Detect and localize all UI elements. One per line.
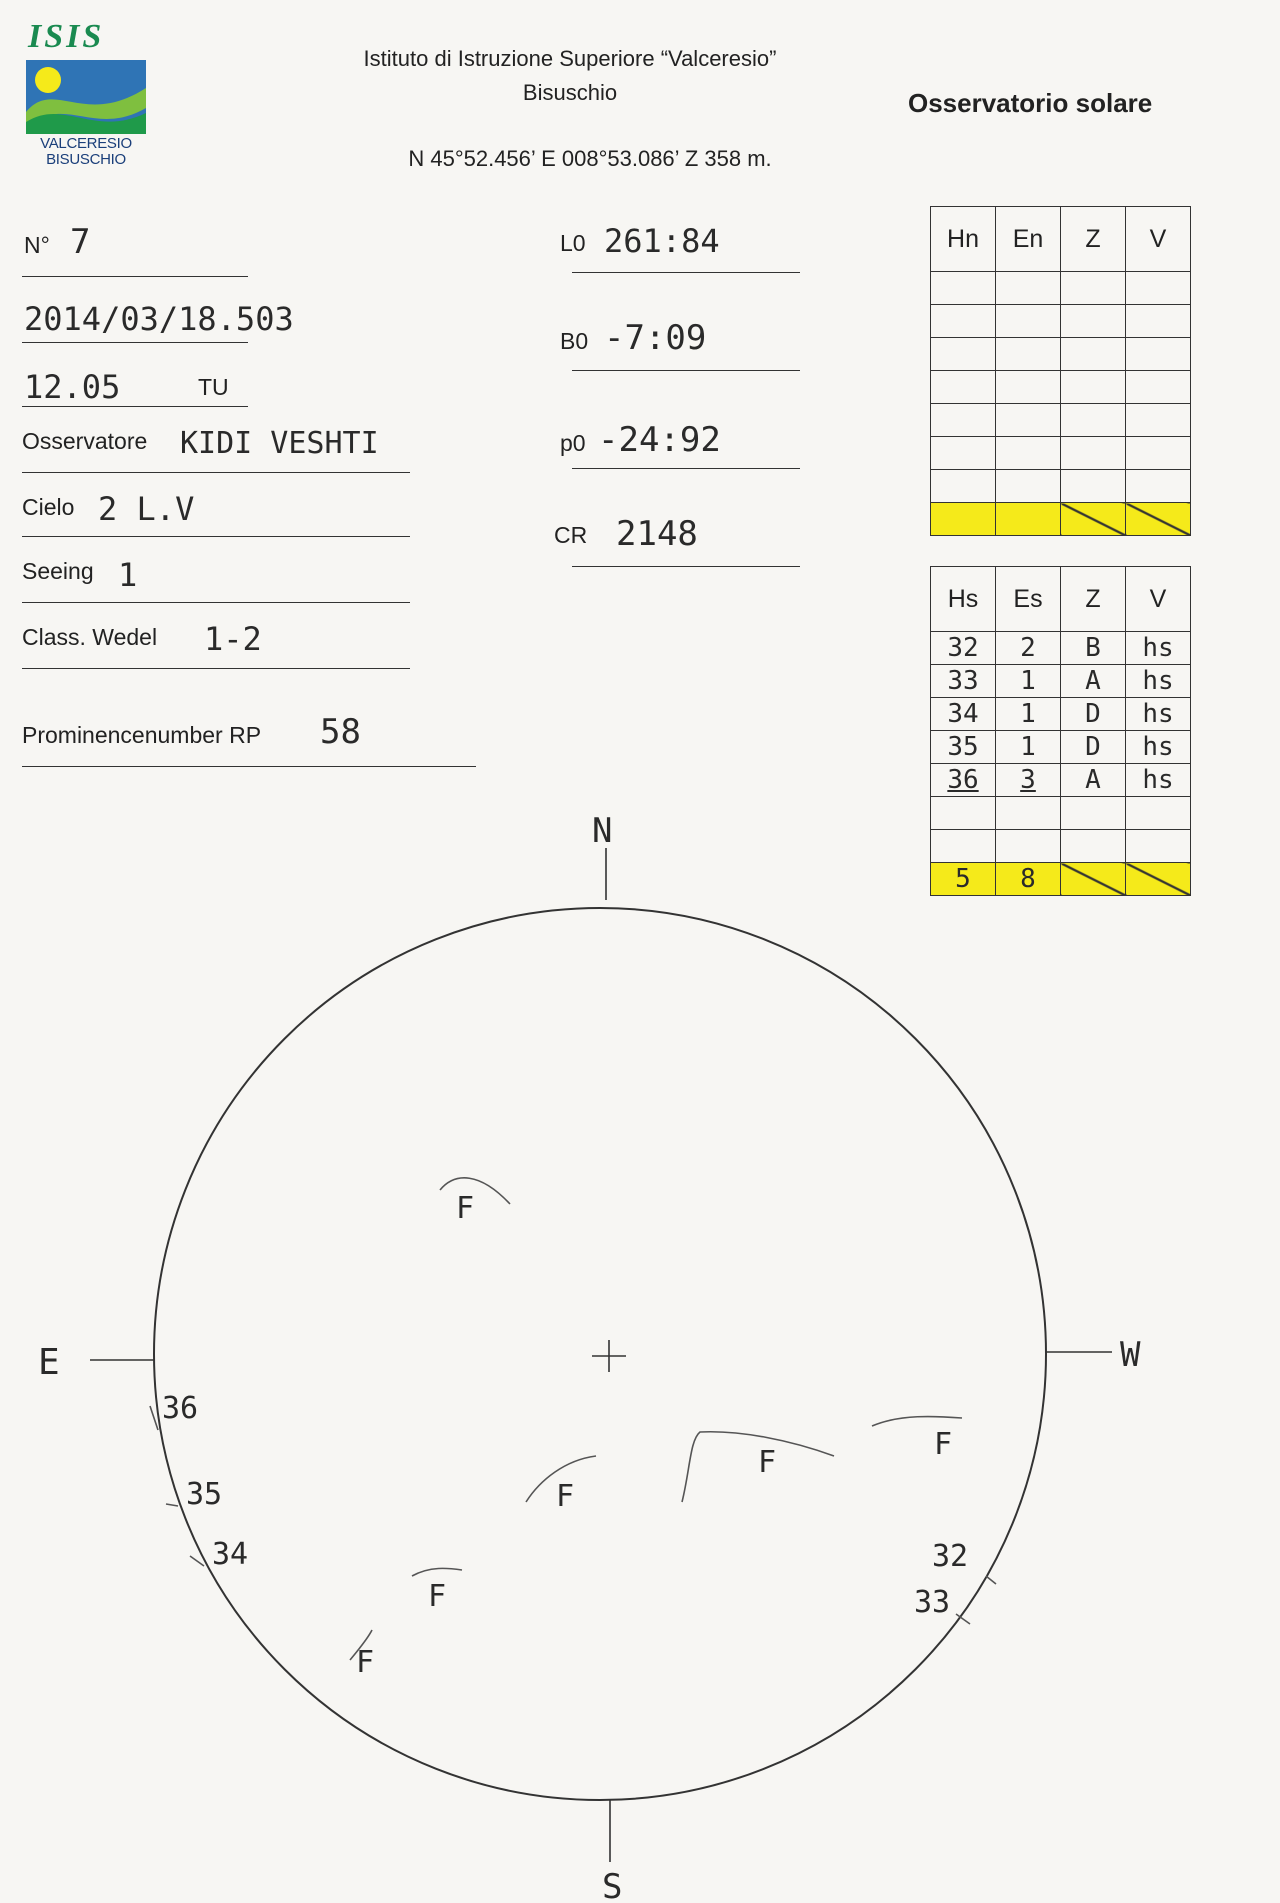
prominence-mark-35: [166, 1504, 178, 1506]
north-total-z: [1061, 503, 1126, 536]
filament-label: F: [356, 1645, 375, 1680]
table-row: [931, 731, 1191, 764]
cell-z: D: [1061, 731, 1126, 764]
table-row: [931, 272, 1191, 305]
school-logo: [24, 18, 148, 178]
header-es: Es: [996, 567, 1061, 632]
filament-curve-5: [412, 1568, 462, 1576]
number-value: 7: [70, 222, 91, 262]
l0-value: 261:84: [604, 222, 720, 260]
l0-label: L0: [560, 230, 586, 256]
observer-underline: [22, 472, 410, 473]
cell-z: B: [1061, 632, 1126, 665]
logo-emblem-icon: [24, 58, 148, 136]
cell-hs: 32: [931, 632, 996, 665]
date-value: 2014/03/18.503: [24, 300, 294, 338]
table-row: [931, 764, 1191, 797]
north-total-h: [931, 503, 996, 536]
table-header-row: [931, 207, 1191, 272]
cell-es: 1: [996, 731, 1061, 764]
table-row: [931, 470, 1191, 503]
time-value: 12.05: [24, 368, 121, 406]
seeing-underline: [22, 602, 410, 603]
cr-underline: [572, 566, 800, 567]
sky-label: Cielo: [22, 494, 75, 520]
observer-value: KIDI VESHTI: [180, 426, 379, 461]
cell-v: hs: [1126, 665, 1191, 698]
west-label: W: [1120, 1335, 1141, 1375]
table-row: [931, 371, 1191, 404]
cell-v: hs: [1126, 764, 1191, 797]
table-row: [931, 665, 1191, 698]
prominence-label-36: 36: [162, 1391, 199, 1426]
school-name: Istituto di Istruzione Superiore “Valceresio”: [363, 46, 777, 71]
cell-es: 3: [996, 764, 1061, 797]
header-en: En: [996, 207, 1061, 272]
cell-es: 1: [996, 665, 1061, 698]
l0-underline: [572, 272, 800, 273]
wedel-label: Class. Wedel: [22, 624, 158, 650]
cell-hs: 34: [931, 698, 996, 731]
prominence-label-34: 34: [212, 1537, 249, 1572]
filament-labels: [356, 1191, 952, 1680]
header-z: Z: [1061, 567, 1126, 632]
seeing-label: Seeing: [22, 558, 94, 584]
cr-value: 2148: [616, 514, 698, 554]
p0-value: -24:92: [598, 420, 721, 460]
header-z: Z: [1061, 207, 1126, 272]
wedel-underline: [22, 668, 410, 669]
cell-hs: 36: [931, 764, 996, 797]
header-hn: Hn: [931, 207, 996, 272]
wedel-value: 1-2: [204, 620, 262, 658]
table-row: [931, 305, 1191, 338]
table-row: [931, 698, 1191, 731]
table-header-row: [931, 567, 1191, 632]
b0-label: B0: [560, 328, 589, 354]
cell-es: 1: [996, 698, 1061, 731]
p0-underline: [572, 468, 800, 469]
cell-z: D: [1061, 698, 1126, 731]
cell-v: hs: [1126, 632, 1191, 665]
site-coordinates: N 45°52.456’ E 008°53.086’ Z 358 m.: [408, 146, 772, 171]
cell-hs: 35: [931, 731, 996, 764]
observatory-title: Osservatorio solare: [908, 88, 1153, 118]
table-row: [931, 437, 1191, 470]
south-label: S: [602, 1867, 623, 1903]
cell-hs: 33: [931, 665, 996, 698]
filament-label: F: [934, 1427, 953, 1462]
logo-line-2: BISUSCHIO: [46, 151, 126, 168]
time-unit: TU: [198, 374, 229, 400]
prominence-mark-32: [986, 1576, 996, 1584]
filament-label: F: [556, 1479, 575, 1514]
cell-v: hs: [1126, 731, 1191, 764]
b0-underline: [572, 370, 800, 371]
time-underline: [22, 406, 248, 407]
b0-value: -7:09: [604, 318, 707, 358]
prominence-mark-34: [190, 1556, 204, 1566]
logo-wordmark: ISIS: [28, 18, 105, 55]
north-total-v: [1126, 503, 1191, 536]
cr-label: CR: [554, 522, 588, 548]
cell-z: A: [1061, 764, 1126, 797]
filament-label: F: [758, 1445, 777, 1480]
table-row: [931, 338, 1191, 371]
header-v: V: [1126, 207, 1191, 272]
cell-v: hs: [1126, 698, 1191, 731]
school-town: Bisuschio: [522, 80, 618, 105]
logo-subtitle: [24, 136, 148, 168]
sky-underline: [22, 536, 410, 537]
north-hemisphere-table: [930, 206, 1191, 536]
solar-disc-drawing: [0, 800, 1280, 1903]
number-label: N°: [24, 232, 50, 258]
header-v: V: [1126, 567, 1191, 632]
north-total-row: [931, 503, 1191, 536]
logo-line-1: VALCERESIO: [40, 135, 132, 152]
solar-limb: [154, 908, 1046, 1800]
cell-es: 2: [996, 632, 1061, 665]
number-underline: [22, 276, 248, 277]
prominence-label-35: 35: [186, 1477, 223, 1512]
header-hs: Hs: [931, 567, 996, 632]
south-total-e: 8: [996, 863, 1061, 896]
sky-value: 2 L.V: [98, 490, 195, 528]
east-label: E: [38, 1342, 60, 1383]
prominence-underline: [22, 766, 476, 767]
seeing-value: 1: [118, 556, 138, 594]
filament-curve-4: [872, 1416, 962, 1426]
north-label: N: [592, 811, 613, 851]
date-underline: [22, 342, 248, 343]
north-total-e: [996, 503, 1061, 536]
filament-curve-1: [440, 1178, 510, 1204]
south-total-h: 5: [931, 863, 996, 896]
prominence-value: 58: [320, 712, 361, 752]
filament-label: F: [456, 1191, 475, 1226]
prominence-label: Prominencenumber RP: [22, 722, 262, 748]
observer-label: Osservatore: [22, 428, 148, 454]
table-row: [931, 404, 1191, 437]
cell-z: A: [1061, 665, 1126, 698]
filament-label: F: [428, 1579, 447, 1614]
prominence-label-32: 32: [932, 1539, 969, 1574]
prominence-marks: [150, 1406, 996, 1624]
p0-label: p0: [560, 430, 586, 456]
table-row: [931, 632, 1191, 665]
prominence-label-33: 33: [914, 1585, 951, 1620]
